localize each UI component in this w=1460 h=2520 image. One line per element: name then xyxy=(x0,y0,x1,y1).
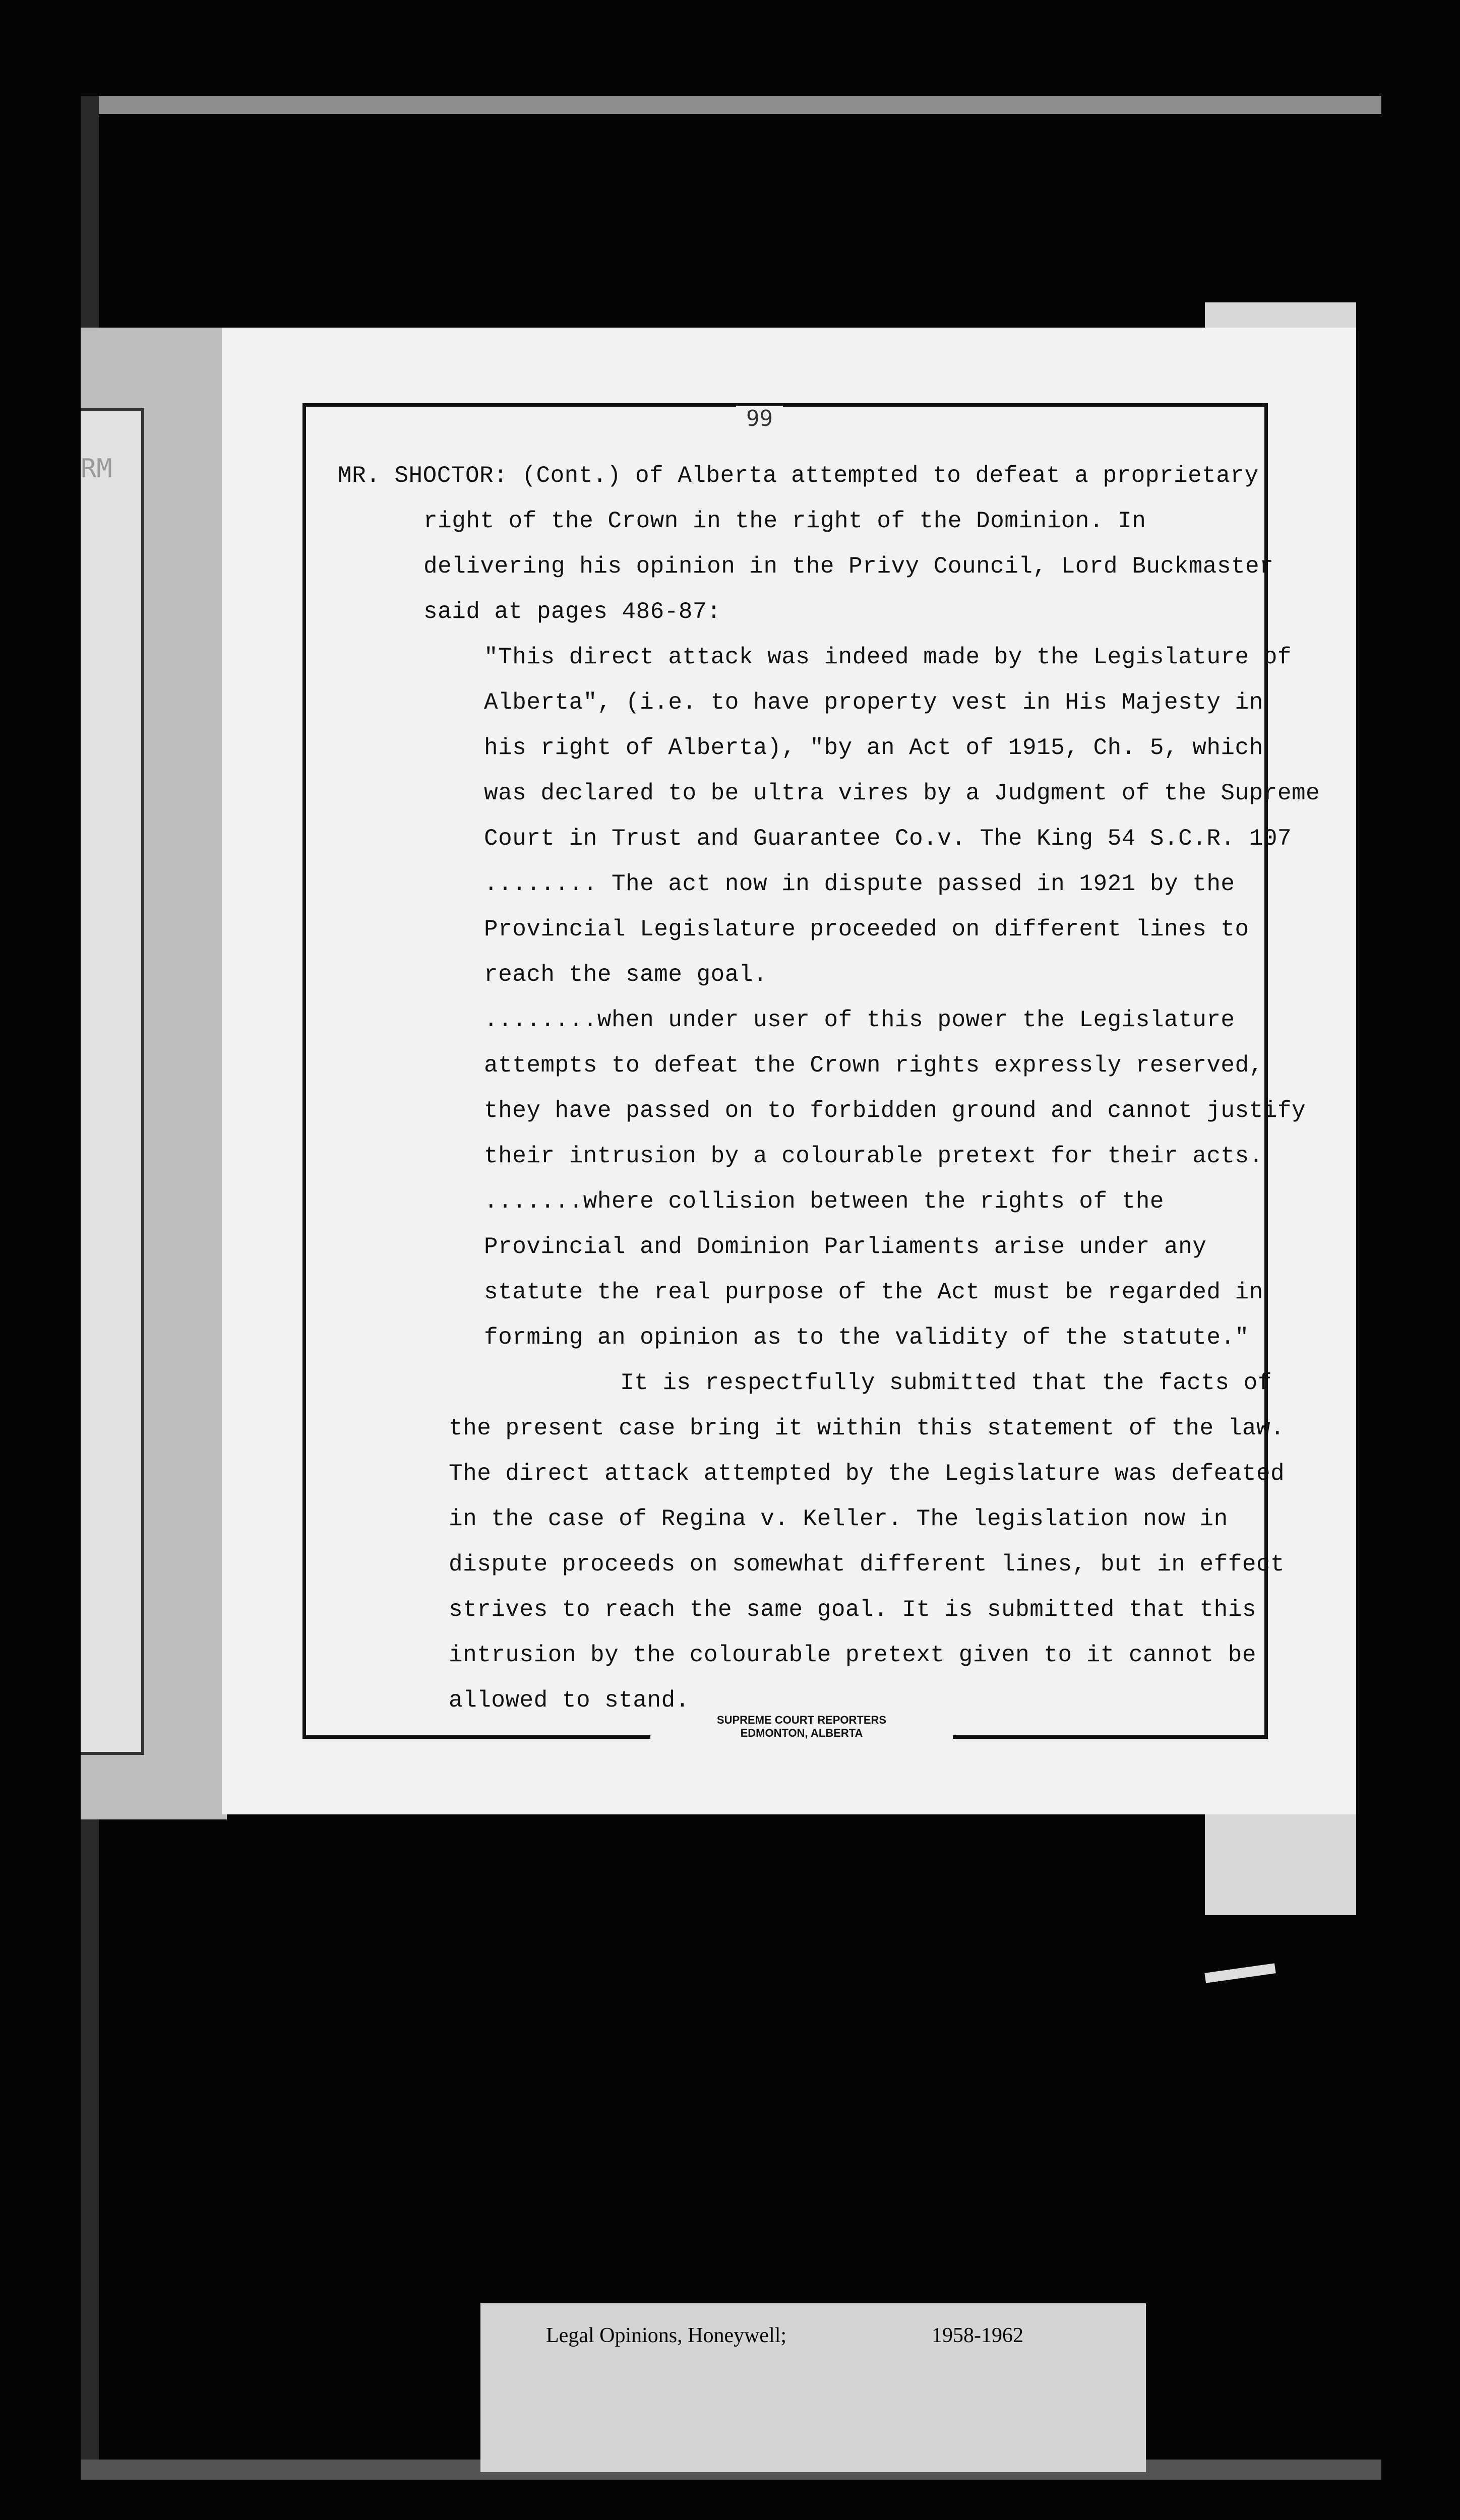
page-number: 99 xyxy=(736,406,783,431)
archive-label-title: Legal Opinions, Honeywell; xyxy=(546,2324,787,2347)
footer-line-1: SUPREME COURT REPORTERS xyxy=(716,1714,887,1726)
left-page-frame xyxy=(81,408,144,1755)
quote-line: Provincial Legislature proceeded on different lines to xyxy=(484,916,1249,942)
archive-label xyxy=(480,2303,1146,2472)
reporter-footer xyxy=(650,1714,953,1740)
quote-line: their intrusion by a colourable pretext for their acts. xyxy=(484,1143,1263,1169)
quote-line: was declared to be ultra vires by a Judgment of the Supreme xyxy=(484,780,1320,806)
quote-line: ........ The act now in dispute passed in 1921 by the xyxy=(484,871,1235,897)
archive-label-years: 1958-1962 xyxy=(932,2324,1023,2347)
text-line: delivering his opinion in the Privy Council, Lord Buckmaster xyxy=(423,553,1274,580)
text-line: right of the Crown in the right of the Dominion. In xyxy=(423,508,1146,534)
film-edge-top xyxy=(81,96,1381,114)
speaker-label: MR. SHOCTOR: (Cont.) xyxy=(338,463,622,489)
text-line: intrusion by the colourable pretext given to it cannot be xyxy=(449,1642,1256,1668)
quote-line: forming an opinion as to the validity of the statute." xyxy=(484,1325,1249,1351)
text-line: in the case of Regina v. Keller. The legislation now in xyxy=(449,1506,1228,1532)
quote-line: Alberta", (i.e. to have property vest in His Majesty in xyxy=(484,689,1263,716)
quote-line: statute the real purpose of the Act must be regarded in xyxy=(484,1279,1263,1305)
footer-line-2: EDMONTON, ALBERTA xyxy=(740,1727,863,1739)
quote-line: Provincial and Dominion Parliaments arise under any xyxy=(484,1234,1207,1260)
left-page-fragment: RM xyxy=(81,454,112,484)
text-line: The direct attack attempted by the Legislature was defeated xyxy=(449,1461,1285,1487)
text-line: of Alberta attempted to defeat a proprietary xyxy=(635,463,1259,489)
document-page xyxy=(222,328,1356,1814)
quote-line: Court in Trust and Guarantee Co.v. The King 54 S.C.R. 107 xyxy=(484,826,1292,852)
film-speck xyxy=(1204,1963,1275,1983)
text-line: dispute proceeds on somewhat different lines, but in effect xyxy=(449,1551,1285,1578)
text-line: allowed to stand. xyxy=(449,1687,690,1714)
quote-line: reach the same goal. xyxy=(484,962,768,988)
text-line: strives to reach the same goal. It is submitted that this xyxy=(449,1597,1256,1623)
left-page xyxy=(81,328,227,1819)
quote-line: .......where collision between the rights of the xyxy=(484,1188,1165,1215)
text-line: It is respectfully submitted that the facts of xyxy=(620,1370,1272,1396)
quote-line: they have passed on to forbidden ground and cannot justify xyxy=(484,1098,1306,1124)
quote-line: attempts to defeat the Crown rights expressly reserved, xyxy=(484,1052,1263,1079)
quote-line: ........when under user of this power the Legislature xyxy=(484,1007,1235,1033)
quote-line: his right of Alberta), "by an Act of 1915, Ch. 5, which xyxy=(484,735,1263,761)
quote-line: "This direct attack was indeed made by the Legislature of xyxy=(484,644,1292,670)
text-line: said at pages 486-87: xyxy=(423,599,721,625)
text-line: the present case bring it within this statement of the law. xyxy=(449,1415,1285,1441)
